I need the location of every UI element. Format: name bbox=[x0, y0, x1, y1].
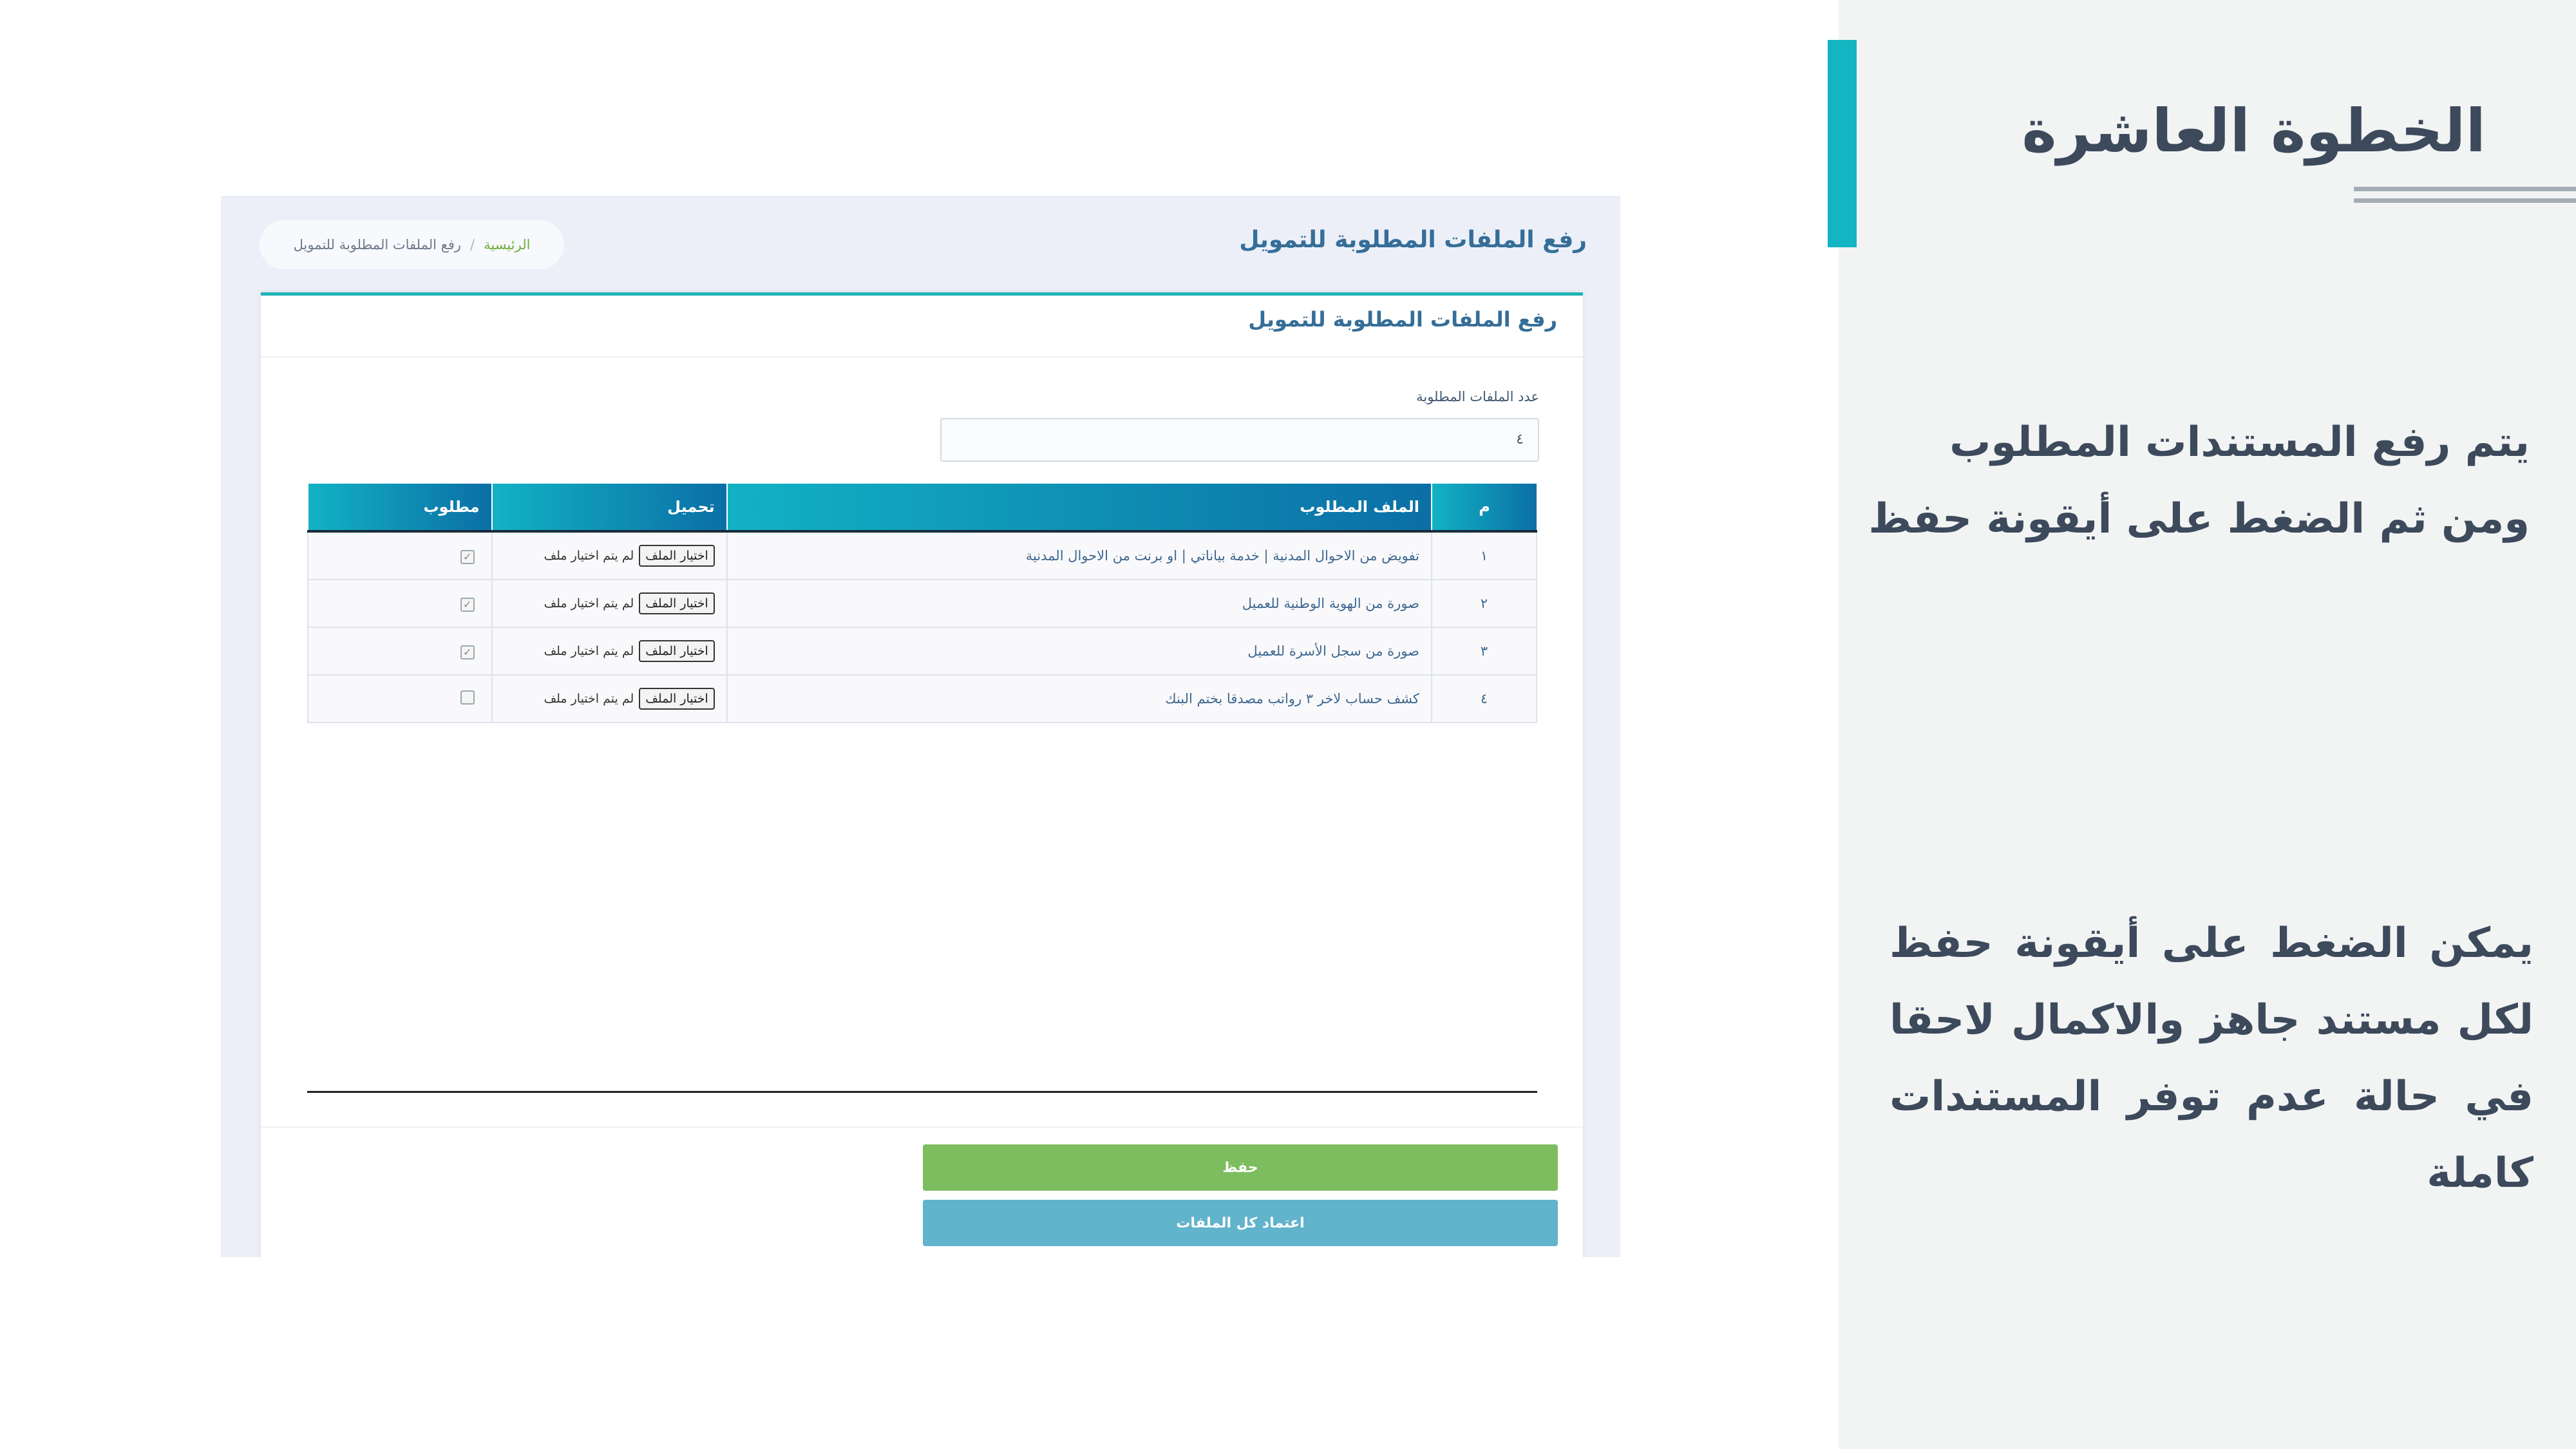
file-status: لم يتم اختيار ملف bbox=[544, 644, 634, 658]
upload-cell bbox=[492, 531, 727, 580]
table-row bbox=[308, 580, 1537, 627]
choose-file-button[interactable]: اختيار الملف bbox=[639, 592, 715, 614]
file-status: لم يتم اختيار ملف bbox=[544, 596, 634, 611]
file-status: لم يتم اختيار ملف bbox=[544, 692, 634, 706]
accent-bar bbox=[1828, 40, 1857, 247]
step-title: الخطوة العاشرة bbox=[2022, 97, 2486, 166]
required-checkbox[interactable]: ✓ bbox=[460, 645, 475, 659]
breadcrumb-current: رفع الملفات المطلوبة للتمويل bbox=[293, 237, 462, 252]
upload-cell bbox=[492, 580, 727, 627]
breadcrumb bbox=[260, 220, 564, 269]
file-status: لم يتم اختيار ملف bbox=[544, 549, 634, 563]
section-divider bbox=[307, 1091, 1537, 1093]
column-header-upload: تحميل bbox=[492, 484, 727, 531]
required-cell bbox=[308, 531, 492, 580]
row-number: ٢ bbox=[1432, 580, 1537, 627]
required-cell bbox=[308, 580, 492, 627]
approve-all-files-button[interactable]: اعتماد كل الملفات bbox=[923, 1200, 1558, 1246]
required-checkbox[interactable]: ✓ bbox=[460, 598, 475, 612]
upload-cell bbox=[492, 627, 727, 675]
row-number: ٤ bbox=[1432, 675, 1537, 723]
table-row bbox=[308, 627, 1537, 675]
required-checkbox[interactable] bbox=[460, 690, 475, 705]
upload-cell bbox=[492, 675, 727, 723]
file-name: صورة من سجل الأسرة للعميل bbox=[727, 627, 1432, 675]
choose-file-button[interactable]: اختيار الملف bbox=[639, 688, 715, 710]
page-title: رفع الملفات المطلوبة للتمويل bbox=[1239, 227, 1587, 253]
app-screenshot bbox=[221, 196, 1620, 1257]
title-underline-second bbox=[2354, 198, 2576, 203]
file-name: صورة من الهوية الوطنية للعميل bbox=[727, 580, 1432, 627]
table-header-row bbox=[308, 484, 1537, 531]
footer-divider bbox=[261, 1126, 1583, 1128]
card-title: رفع الملفات المطلوبة للتمويل bbox=[1248, 307, 1557, 332]
breadcrumb-separator: / bbox=[470, 237, 475, 252]
column-header-file: الملف المطلوب bbox=[727, 484, 1432, 531]
file-name: كشف حساب لاخر ٣ رواتب مصدقا بختم البنك bbox=[727, 675, 1432, 723]
choose-file-button[interactable]: اختيار الملف bbox=[639, 545, 715, 567]
required-checkbox[interactable]: ✓ bbox=[460, 550, 475, 564]
required-cell bbox=[308, 627, 492, 675]
required-files-table bbox=[307, 484, 1537, 723]
choose-file-button[interactable]: اختيار الملف bbox=[639, 640, 715, 662]
instruction-paragraph-upload: يتم رفع المستندات المطلوب ومن ثم الضغط على أيقونة حفظ bbox=[1868, 419, 2530, 543]
breadcrumb-home-link[interactable]: الرئيسية bbox=[484, 237, 531, 252]
files-count-label: عدد الملفات المطلوبة bbox=[1416, 389, 1539, 404]
save-button[interactable]: حفظ bbox=[923, 1144, 1558, 1191]
required-cell bbox=[308, 675, 492, 723]
card-divider bbox=[261, 356, 1583, 357]
row-number: ١ bbox=[1432, 531, 1537, 580]
title-underline bbox=[2354, 187, 2576, 191]
upload-card bbox=[261, 292, 1583, 1257]
file-name: تفويض من الاحوال المدنية | خدمة بياناتي | او برنت من الاحوال المدنية bbox=[727, 531, 1432, 580]
column-header-required: مطلوب bbox=[308, 484, 492, 531]
instruction-paragraph-save: يمكن الضغط على أيقونة حفظ لكل مستند جاهز والاكمال لاحقا في حالة عدم توفر المستندات كاملة bbox=[1889, 920, 2533, 1197]
instruction-panel bbox=[1839, 0, 2576, 1449]
table-row bbox=[308, 675, 1537, 723]
column-header-number: م bbox=[1432, 484, 1537, 531]
row-number: ٣ bbox=[1432, 627, 1537, 675]
table-row bbox=[308, 531, 1537, 580]
files-count-field[interactable]: ٤ bbox=[940, 418, 1539, 462]
